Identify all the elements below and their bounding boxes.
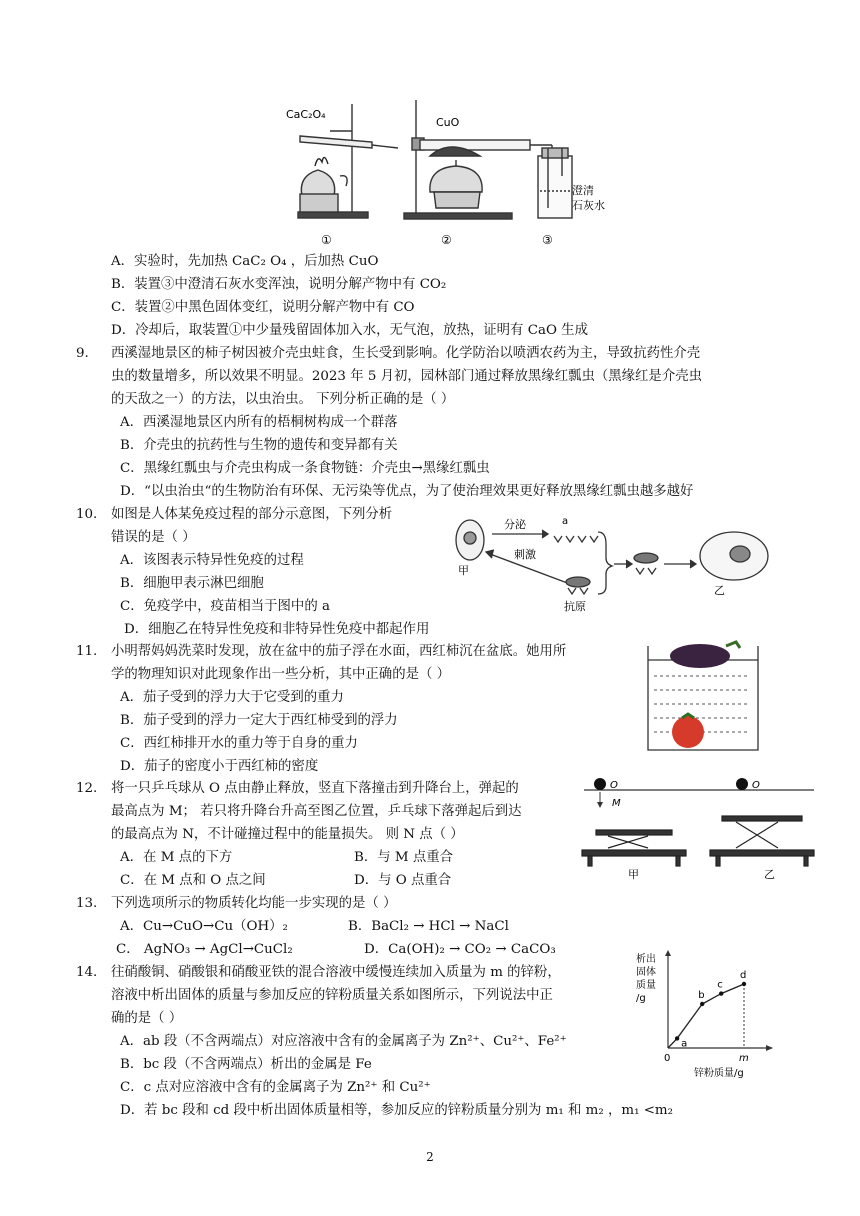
label-cell-yi: 乙 bbox=[714, 584, 725, 597]
q9-option-d: D．“以虫治虫“的生物防治有环保、无污染等优点，为了使治理效果更好释放黑缘红瓢虫越多越好 bbox=[120, 484, 694, 499]
label-limewater-2: 石灰水 bbox=[572, 199, 605, 212]
chart-point-a bbox=[675, 1036, 679, 1040]
device-3 bbox=[538, 145, 572, 218]
label-cac2o4: CaC₂O₄ bbox=[286, 108, 326, 121]
label-antigen: 抗原 bbox=[564, 600, 586, 613]
q13-option-b: B．BaCl₂ → HCl → NaCl bbox=[348, 919, 509, 934]
q13-option-c: C． AgNO₃ → AgCl→CuCl₂ bbox=[116, 942, 293, 957]
q13-option-a: A．Cu→CuO→Cu（OH）₂ bbox=[120, 919, 288, 934]
q12-stem-1: 将一只乒乓球从 O 点由静止释放，竖直下落撞击到升降台上，弹起的 bbox=[111, 781, 519, 796]
q8-option-a: A．实验时，先加热 CaC₂ O₄ ，后加热 CuO bbox=[111, 254, 379, 269]
q12-stem-2: 最高点为 M； 若只将升降台升高至图乙位置，乒乓球下落弹起后到达 bbox=[111, 804, 522, 819]
q14-stem-1: 往硝酸铜、硝酸银和硝酸亚铁的混合溶液中缓慢连续加入质量为 m 的锌粉， bbox=[111, 965, 561, 980]
chart-point-c bbox=[719, 991, 723, 995]
q13-option-d: D．Ca(OH)₂ → CO₂ → CaCO₃ bbox=[364, 942, 556, 957]
label-limewater-1: 澄清 bbox=[572, 184, 594, 197]
q9-number: 9. bbox=[76, 346, 89, 361]
q10-stem-2: 错误的是（ ） bbox=[111, 530, 196, 545]
q9-option-a: A．西溪湿地景区内所有的梧桐树构成一个群落 bbox=[120, 415, 398, 430]
label-m: M bbox=[612, 798, 621, 809]
q12-option-a: A．在 M 点的下方 bbox=[120, 850, 233, 865]
chart-ylabel-3: 质量 bbox=[636, 980, 656, 991]
chart-point-label-d: d bbox=[740, 970, 747, 981]
q12-option-d: D．与 O 点重合 bbox=[354, 873, 452, 888]
chart-point-label-c: c bbox=[717, 979, 723, 991]
label-jia: 甲 bbox=[628, 868, 639, 881]
label-o-1: O bbox=[610, 780, 618, 791]
q14-number: 14. bbox=[76, 965, 98, 980]
label-o-2: O bbox=[752, 780, 760, 791]
q10-number: 10. bbox=[76, 507, 98, 522]
q10-option-b: B．细胞甲表示淋巴细胞 bbox=[120, 576, 264, 591]
q12-option-b: B．与 M 点重合 bbox=[354, 850, 454, 865]
label-secrete: 分泌 bbox=[504, 518, 526, 531]
tomato bbox=[672, 716, 704, 748]
chart-series-line bbox=[668, 984, 744, 1048]
q11-stem-1: 小明帮妈妈洗菜时发现，放在盆中的茄子浮在水面，西红柿沉在盆底。她用所 bbox=[111, 644, 567, 659]
q8-option-c: C．装置②中黑色固体变红，说明分解产物中有 CO bbox=[111, 300, 415, 315]
q14-option-b: B．bc 段（不含两端点）析出的金属是 Fe bbox=[120, 1057, 372, 1072]
q12-stem-3: 的最高点为 N，不计碰撞过程中的能量损失。 则 N 点（ ） bbox=[111, 827, 464, 842]
q11-option-a: A．茄子受到的浮力大于它受到的重力 bbox=[120, 690, 344, 705]
device-1 bbox=[298, 104, 398, 218]
q10-option-d: D．细胞乙在特异性免疫和非特异性免疫中都起作用 bbox=[124, 622, 430, 637]
immune-figure bbox=[450, 514, 790, 614]
zinc-chart bbox=[632, 948, 778, 1080]
q11-option-b: B．茄子受到的浮力一定大于西红柿受到的浮力 bbox=[120, 713, 398, 728]
chart-ylabel-2: 固体 bbox=[636, 967, 656, 978]
q11-option-d: D．茄子的密度小于西红柿的密度 bbox=[120, 759, 319, 774]
device-2 bbox=[404, 100, 552, 219]
q9-option-b: B．介壳虫的抗药性与生物的遗传和变异都有关 bbox=[120, 438, 398, 453]
q9-stem-2: 虫的数量增多，所以效果不明显。2023 年 5 月初，园林部门通过释放黑缘红瓢虫（黑缘红是介壳虫 bbox=[111, 369, 702, 384]
label-cuo: CuO bbox=[436, 116, 460, 129]
q11-number: 11. bbox=[76, 644, 98, 659]
q10-option-c: C．免疫学中，疫苗相当于图中的 a bbox=[120, 599, 330, 614]
q12-option-c: C．在 M 点和 O 点之间 bbox=[120, 873, 266, 888]
apparatus-figure bbox=[280, 96, 610, 248]
q11-stem-2: 学的物理知识对此现象作出一些分析，其中正确的是（ ） bbox=[111, 667, 451, 682]
q13-stem: 下列选项所示的物质转化均能一步实现的是（ ） bbox=[111, 896, 397, 911]
eggplant bbox=[670, 644, 730, 668]
q14-option-d: D．若 bc 段和 cd 段中析出固体质量相等，参加反应的锌粉质量分别为 m₁ 和 m₂ ，m₁ <m₂ bbox=[120, 1103, 673, 1118]
q14-stem-3: 确的是（ ） bbox=[111, 1011, 183, 1026]
q9-option-c: C．黑缘红瓢虫与介壳虫构成一条食物链：介壳虫→黑缘红瓢虫 bbox=[120, 461, 490, 476]
label-yi: 乙 bbox=[764, 868, 775, 881]
q11-option-c: C．西红柿排开水的重力等于自身的重力 bbox=[120, 736, 358, 751]
label-device-1: ① bbox=[321, 233, 332, 247]
platform-figure bbox=[578, 776, 820, 882]
q9-stem-1: 西溪湿地景区的柿子树因被介壳虫蛀食，生长受到影响。化学防治以喷洒农药为主，导致抗药性介壳 bbox=[111, 346, 701, 361]
chart-xtick-m: m bbox=[739, 1053, 749, 1064]
chart-xlabel: 锌粉质量/g bbox=[694, 1068, 744, 1079]
q14-option-c: C．c 点对应溶液中含有的金属离子为 Zn²⁺ 和 Cu²⁺ bbox=[120, 1080, 431, 1095]
chart-ylabel-1: 析出 bbox=[636, 954, 656, 965]
chart-ylabel-4: /g bbox=[636, 993, 646, 1004]
chart-point-d bbox=[742, 982, 746, 986]
q13-number: 13. bbox=[76, 896, 98, 911]
chart-origin: 0 bbox=[664, 1053, 671, 1064]
q10-option-a: A．该图表示特异性免疫的过程 bbox=[120, 553, 304, 568]
label-device-2: ② bbox=[441, 233, 452, 247]
q8-option-b: B．装置③中澄清石灰水变浑浊，说明分解产物中有 CO₂ bbox=[111, 277, 447, 292]
chart-point-label-a: a bbox=[681, 1038, 688, 1050]
page-number: 2 bbox=[426, 1150, 434, 1164]
q10-stem-1: 如图是人体某免疫过程的部分示意图，下列分析 bbox=[111, 507, 393, 522]
q14-stem-2: 溶液中析出固体的质量与参加反应的锌粉质量关系如图所示，下列说法中正 bbox=[111, 988, 553, 1003]
q12-number: 12. bbox=[76, 781, 98, 796]
chart-point-b bbox=[700, 1002, 704, 1006]
label-device-3: ③ bbox=[542, 233, 553, 247]
chart-point-label-b: b bbox=[698, 990, 705, 1001]
q14-option-a: A．ab 段（不含两端点）对应溶液中含有的金属离子为 Zn²⁺、Cu²⁺、Fe²⁺ bbox=[120, 1034, 567, 1049]
label-cell-jia: 甲 bbox=[458, 564, 469, 577]
q8-option-d: D．冷却后，取装置①中少量残留固体加入水，无气泡，放热，证明有 CaO 生成 bbox=[111, 323, 588, 338]
basin-figure bbox=[640, 636, 768, 754]
label-a: a bbox=[562, 516, 569, 527]
q9-stem-3: 的天敌之一）的方法，以虫治虫。 下列分析正确的是（ ） bbox=[111, 392, 455, 407]
label-stimulate: 刺激 bbox=[514, 548, 536, 561]
